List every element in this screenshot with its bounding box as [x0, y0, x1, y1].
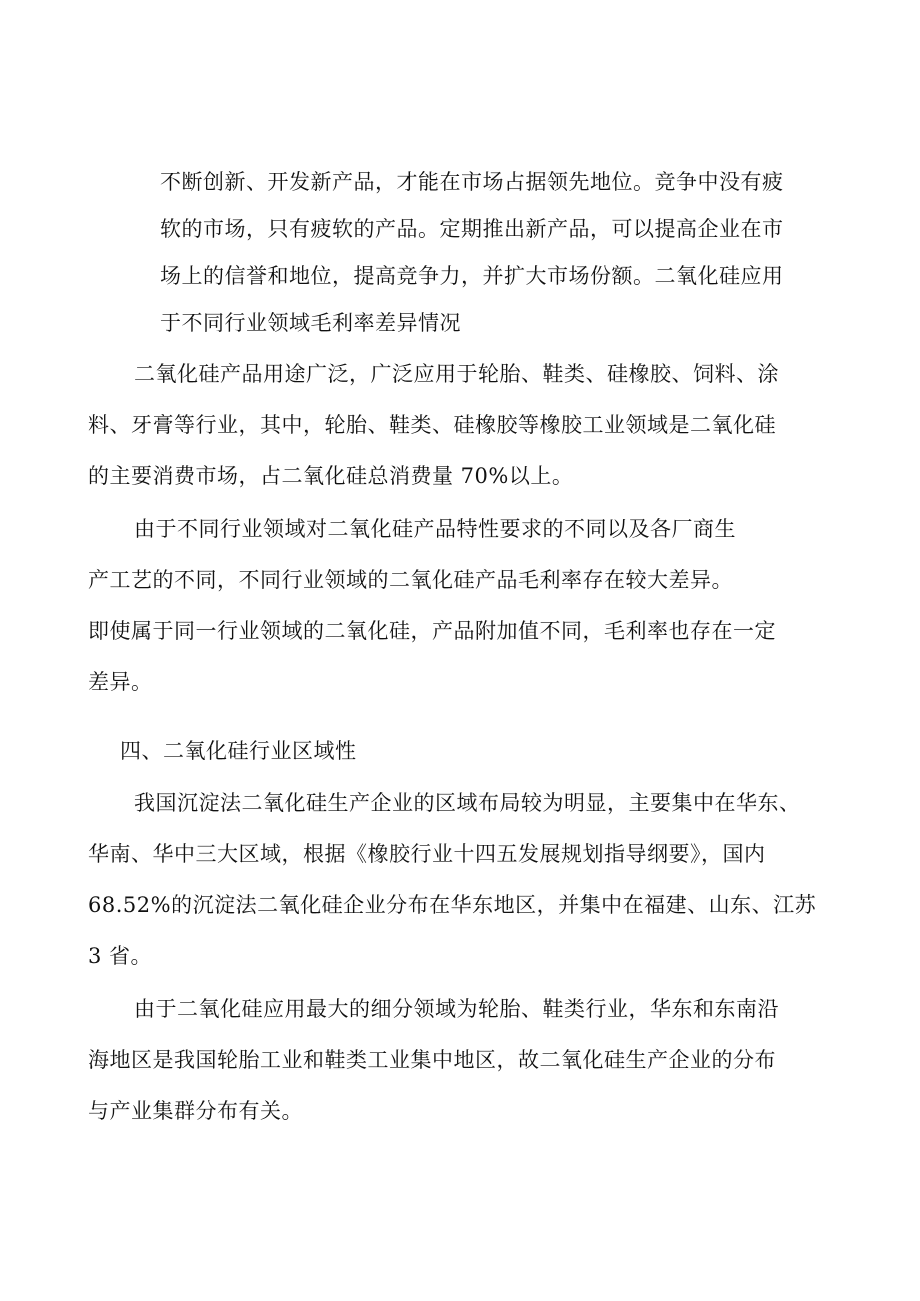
text-line: 3 省。: [88, 944, 153, 968]
text-line: 华南、华中三大区域，根据《橡胶行业十四五发展规划指导纲要》，国内: [88, 842, 766, 866]
text-line: 与产业集群分布有关。: [88, 1099, 303, 1123]
text-line: 料、牙膏等行业，其中，轮胎、鞋类、硅橡胶等橡胶工业领域是二氧化硅: [88, 413, 776, 437]
text-line: 的主要消费市场，占二氧化硅总消费量 70%以上。: [88, 464, 574, 488]
text-line: 于不同行业领域毛利率差异情况: [160, 311, 461, 335]
text-line: 由于不同行业领域对二氧化硅产品特性要求的不同以及各厂商生: [134, 517, 736, 541]
heading-text: 四、二氧化硅行业区域性: [120, 739, 357, 763]
text-line: 即使属于同一行业领域的二氧化硅，产品附加值不同，毛利率也存在一定: [88, 619, 776, 643]
text-line: 差异。: [88, 670, 153, 694]
text-line: 海地区是我国轮胎工业和鞋类工业集中地区，故二氧化硅生产企业的分布: [88, 1048, 776, 1072]
text-line: 软的市场，只有疲软的产品。定期推出新产品，可以提高企业在市: [160, 217, 784, 241]
text-line: 我国沉淀法二氧化硅生产企业的区域布局较为明显，主要集中在华东、: [134, 791, 801, 815]
text-line: 68.52%的沉淀法二氧化硅企业分布在华东地区，并集中在福建、山东、江苏: [88, 893, 817, 917]
section-heading: [120, 741, 620, 771]
text-line: 由于二氧化硅应用最大的细分领域为轮胎、鞋类行业，华东和东南沿: [134, 997, 779, 1021]
paragraph-usage: [88, 362, 888, 488]
paragraph-region: [88, 793, 888, 973]
text-line: 不断创新、开发新产品，才能在市场占据领先地位。竞争中没有疲: [160, 170, 784, 194]
paragraph-intro: [160, 172, 850, 342]
text-line: 二氧化硅产品用途广泛，广泛应用于轮胎、鞋类、硅橡胶、饲料、涂: [134, 362, 779, 386]
text-line: 产工艺的不同，不同行业领域的二氧化硅产品毛利率存在较大差异。: [88, 568, 733, 592]
paragraph-margin: [88, 519, 888, 699]
text-line: 场上的信誉和地位，提高竞争力，并扩大市场份额。二氧化硅应用: [160, 264, 784, 288]
paragraph-cluster: [88, 999, 888, 1129]
